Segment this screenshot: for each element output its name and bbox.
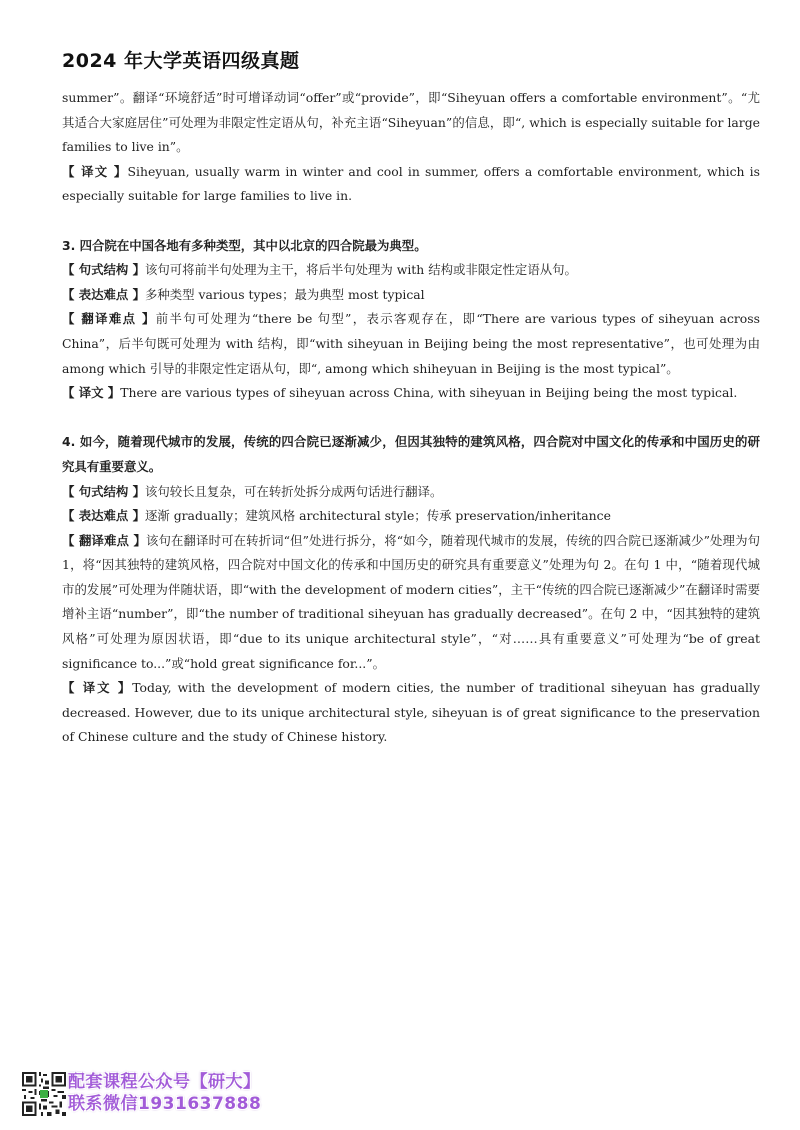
translation-tag: 【 译文 】 bbox=[62, 163, 128, 179]
expression-tag: 【 表达难点 】 bbox=[62, 286, 145, 302]
q4-difficulty bbox=[62, 529, 760, 677]
document-body bbox=[62, 86, 760, 750]
translation-tag: 【 译文 】 bbox=[62, 680, 133, 696]
translation-text: Today, with the development of modern cities, the number of traditional siheyuan has gradually decreased. However, due to its unique architectural style, siheyuan is of great significance to the preservation of Chinese culture and the study of Chinese history. bbox=[62, 680, 760, 745]
q3-difficulty bbox=[62, 307, 760, 381]
promo-footer bbox=[22, 1072, 322, 1120]
difficulty-tag: 【 翻译难点 】 bbox=[62, 311, 156, 327]
difficulty-tag: 【 翻译难点 】 bbox=[62, 532, 146, 548]
expression-tag: 【 表达难点 】 bbox=[62, 508, 145, 524]
q3-translation bbox=[62, 381, 760, 406]
intro-translation bbox=[62, 160, 760, 209]
difficulty-text: 前半句可处理为“there be 句型”，表示客观存在，即“There are various types of siheyuan across China”，后半句既可处理为 with 结构，即“with siheyuan in Beijing being the most representative”，也可处理为由 among which 引导的非限定性定语从句，即“, among which shiheyuan in Beijing is the most typical”。 bbox=[62, 311, 760, 376]
question-4-heading: 4. 如今，随着现代城市的发展，传统的四合院已逐渐减少，但因其独特的建筑风格，四合院对中国文化的传承和中国历史的研究具有重要意义。 bbox=[62, 434, 760, 474]
question-3-heading: 3. 四合院在中国各地有多种类型，其中以北京的四合院最为典型。 bbox=[62, 237, 427, 253]
translation-text: Siheyuan, usually warm in winter and cool in summer, offers a comfortable environment, which is especially suitable for large families to live in. bbox=[62, 163, 760, 204]
translation-text: There are various types of siheyuan across China, with siheyuan in Beijing being the most typical. bbox=[120, 385, 738, 401]
expression-text: 逐渐 gradually；建筑风格 architectural style；传承 preservation/inheritance bbox=[144, 508, 611, 524]
structure-tag: 【 句式结构 】 bbox=[62, 483, 145, 499]
translation-tag: 【 译文 】 bbox=[62, 385, 121, 401]
promo-line-2: 联系微信1931637888 bbox=[68, 1094, 262, 1114]
intro-paragraph: summer”。翻译“环境舒适”时可增译动词“offer”或“provide”，即“Siheyuan offers a comfortable environment”。“尤其适合大家庭居住”可处理为非限定性定语从句，补充主语“Siheyuan”的信息，即“, which is especially suitable for large families to live in”。 bbox=[62, 90, 760, 155]
structure-text: 该句可将前半句处理为主干，将后半句处理为 with 结构或非限定性定语从句。 bbox=[144, 262, 577, 278]
q4-structure bbox=[62, 480, 760, 505]
difficulty-text: 该句在翻译时可在转折词“但”处进行拆分，将“如今，随着现代城市的发展，传统的四合院已逐渐减少”处理为句 1，将“因其独特的建筑风格，四合院对中国文化的传承和中国历史的研究具有重要意义”处理为句 2。在句 1 中，“随着现代城市的发展”可处理为伴随状语，即“with the development of modern cities”，主干“传统的四合院已逐渐减少”在翻译时需要增补主语“number”，即“the number of traditional siheyuan has gradually decreased”。在句 2 中，“因其独特的建筑风格”可处理为原因状语，即“due to its unique architectural style”，“对……具有重要意义”可处理为“be of great significance to...”或“hold great significance for...”。 bbox=[62, 532, 760, 671]
q3-structure bbox=[62, 258, 760, 283]
q4-expression bbox=[62, 504, 760, 529]
page-title: 2024 年大学英语四级真题 bbox=[62, 50, 300, 72]
expression-text: 多种类型 various types；最为典型 most typical bbox=[144, 286, 425, 302]
q3-expression bbox=[62, 283, 760, 308]
structure-text: 该句较长且复杂，可在转折处拆分成两句话进行翻译。 bbox=[144, 483, 443, 499]
structure-tag: 【 句式结构 】 bbox=[62, 262, 145, 278]
promo-line-1: 配套课程公众号【研大】 bbox=[68, 1072, 261, 1092]
qr-code-icon bbox=[22, 1072, 66, 1116]
q4-translation bbox=[62, 676, 760, 750]
